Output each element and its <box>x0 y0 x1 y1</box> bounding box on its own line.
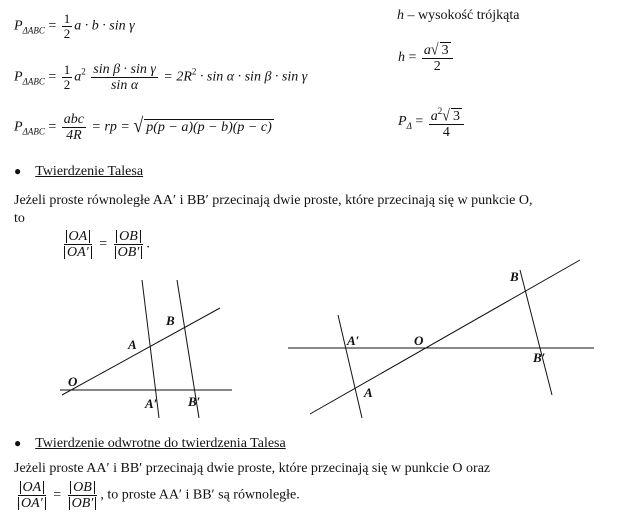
label-B-prime-left: B′ <box>188 394 201 409</box>
var-a: a <box>74 69 82 85</box>
sqrt-icon: √ <box>442 107 450 126</box>
label-O-right: O <box>414 333 424 348</box>
formula-area-equilateral: $P_\Delta$ = $\frac{a^2√ 3}{4}$ <box>398 104 466 140</box>
formula-rhs-tail: · sin α · sin β · sin γ <box>196 69 308 85</box>
right-parallel-line-a <box>338 315 362 418</box>
equals-sign: = <box>408 50 417 66</box>
thales-text-line1: Jeżeli proste równoległe AA′ i BB′ przecinają dwie proste, które przecinają się w punkcie O, <box>14 193 533 208</box>
equals-sign: = <box>48 18 57 34</box>
label-O-left: O <box>68 374 78 389</box>
label-A-prime-right: A′ <box>347 333 360 348</box>
sqrt-icon: √ <box>430 41 439 60</box>
label-A-prime-left: A′ <box>145 396 158 411</box>
thales-ratio: $\frac{OA}{OA'}$ = $\frac{OB}{OB'}$ . <box>60 229 150 260</box>
fraction-abc-4r: $\frac{\text{abc}}{4R}$ <box>63 112 84 143</box>
equals-sign: = <box>415 114 424 130</box>
label-B-right: B <box>510 269 519 284</box>
fraction-sines: $\frac{\text{sin β · sin γ}}{\text{sin α}}$ <box>93 62 156 93</box>
bullet-icon: ● <box>14 164 22 178</box>
label-B-left: B <box>166 313 175 328</box>
label-B-prime-right: B′ <box>533 350 546 365</box>
ratio-left: $\frac{OA}{OA'}$ <box>62 229 94 260</box>
fraction-half: $\frac{1}{2}$ <box>63 11 71 41</box>
converse-conclusion: , to proste AA′ i BB′ są równoległe. <box>100 487 300 503</box>
ratio-right: $\frac{OB}{OB'}$ <box>113 229 145 260</box>
equals-sign: = <box>48 119 57 135</box>
section-title: Twierdzenie Talesa <box>35 164 144 179</box>
thales-text-line2: to <box>14 211 25 226</box>
height-definition: h – wysokość trójkąta <box>397 8 520 23</box>
formula-rhs: = 2R <box>163 69 192 85</box>
area-symbol: P <box>14 18 23 34</box>
left-oblique-line <box>62 308 220 395</box>
area-subscript: ΔABC <box>22 25 45 36</box>
label-A-right: A <box>364 385 373 400</box>
equals-sign: = <box>99 236 108 252</box>
exponent: 2 <box>81 66 86 77</box>
converse-heading <box>14 436 286 452</box>
converse-ratio <box>14 480 300 511</box>
formula-mid: = rp = <box>91 119 130 135</box>
label-A-left: A <box>128 337 137 352</box>
right-parallel-line-b <box>520 270 552 395</box>
area-symbol: P <box>14 69 23 85</box>
equals-sign: = <box>48 69 57 85</box>
ratio-right: $\frac{OB}{OB'}$ <box>67 480 99 511</box>
fraction-area: $\frac{a^2√ 3}{4}$ <box>429 104 464 140</box>
formula-height-equilateral: h = $\frac{a√ 3}{2}$ <box>398 42 455 74</box>
fraction-half: $\frac{1}{2}$ <box>63 62 71 92</box>
equals-sign: = <box>53 487 62 503</box>
bullet-icon: ● <box>14 436 22 450</box>
fraction-height: $\frac{a√ 3}{2}$ <box>422 42 453 74</box>
sqrt-icon: √ <box>133 113 144 137</box>
formula-rhs: a · b · sin γ <box>74 18 135 34</box>
exponent: 2 <box>191 66 197 77</box>
area-subscript: ΔABC <box>22 76 45 87</box>
area-subscript: ΔABC <box>22 126 45 137</box>
converse-text-line1: Jeżeli proste AA′ i BB′ przecinają dwie proste, które przecinają się w punkcie O oraz <box>14 461 491 476</box>
heron-radicand: p(p − a)(p − b)(p − c) <box>146 119 272 135</box>
section-title: Twierdzenie odwrotne do twierdzenia Talesa <box>35 436 286 451</box>
ratio-left: $\frac{OA}{OA'}$ <box>16 480 48 511</box>
area-symbol: P <box>14 119 23 135</box>
